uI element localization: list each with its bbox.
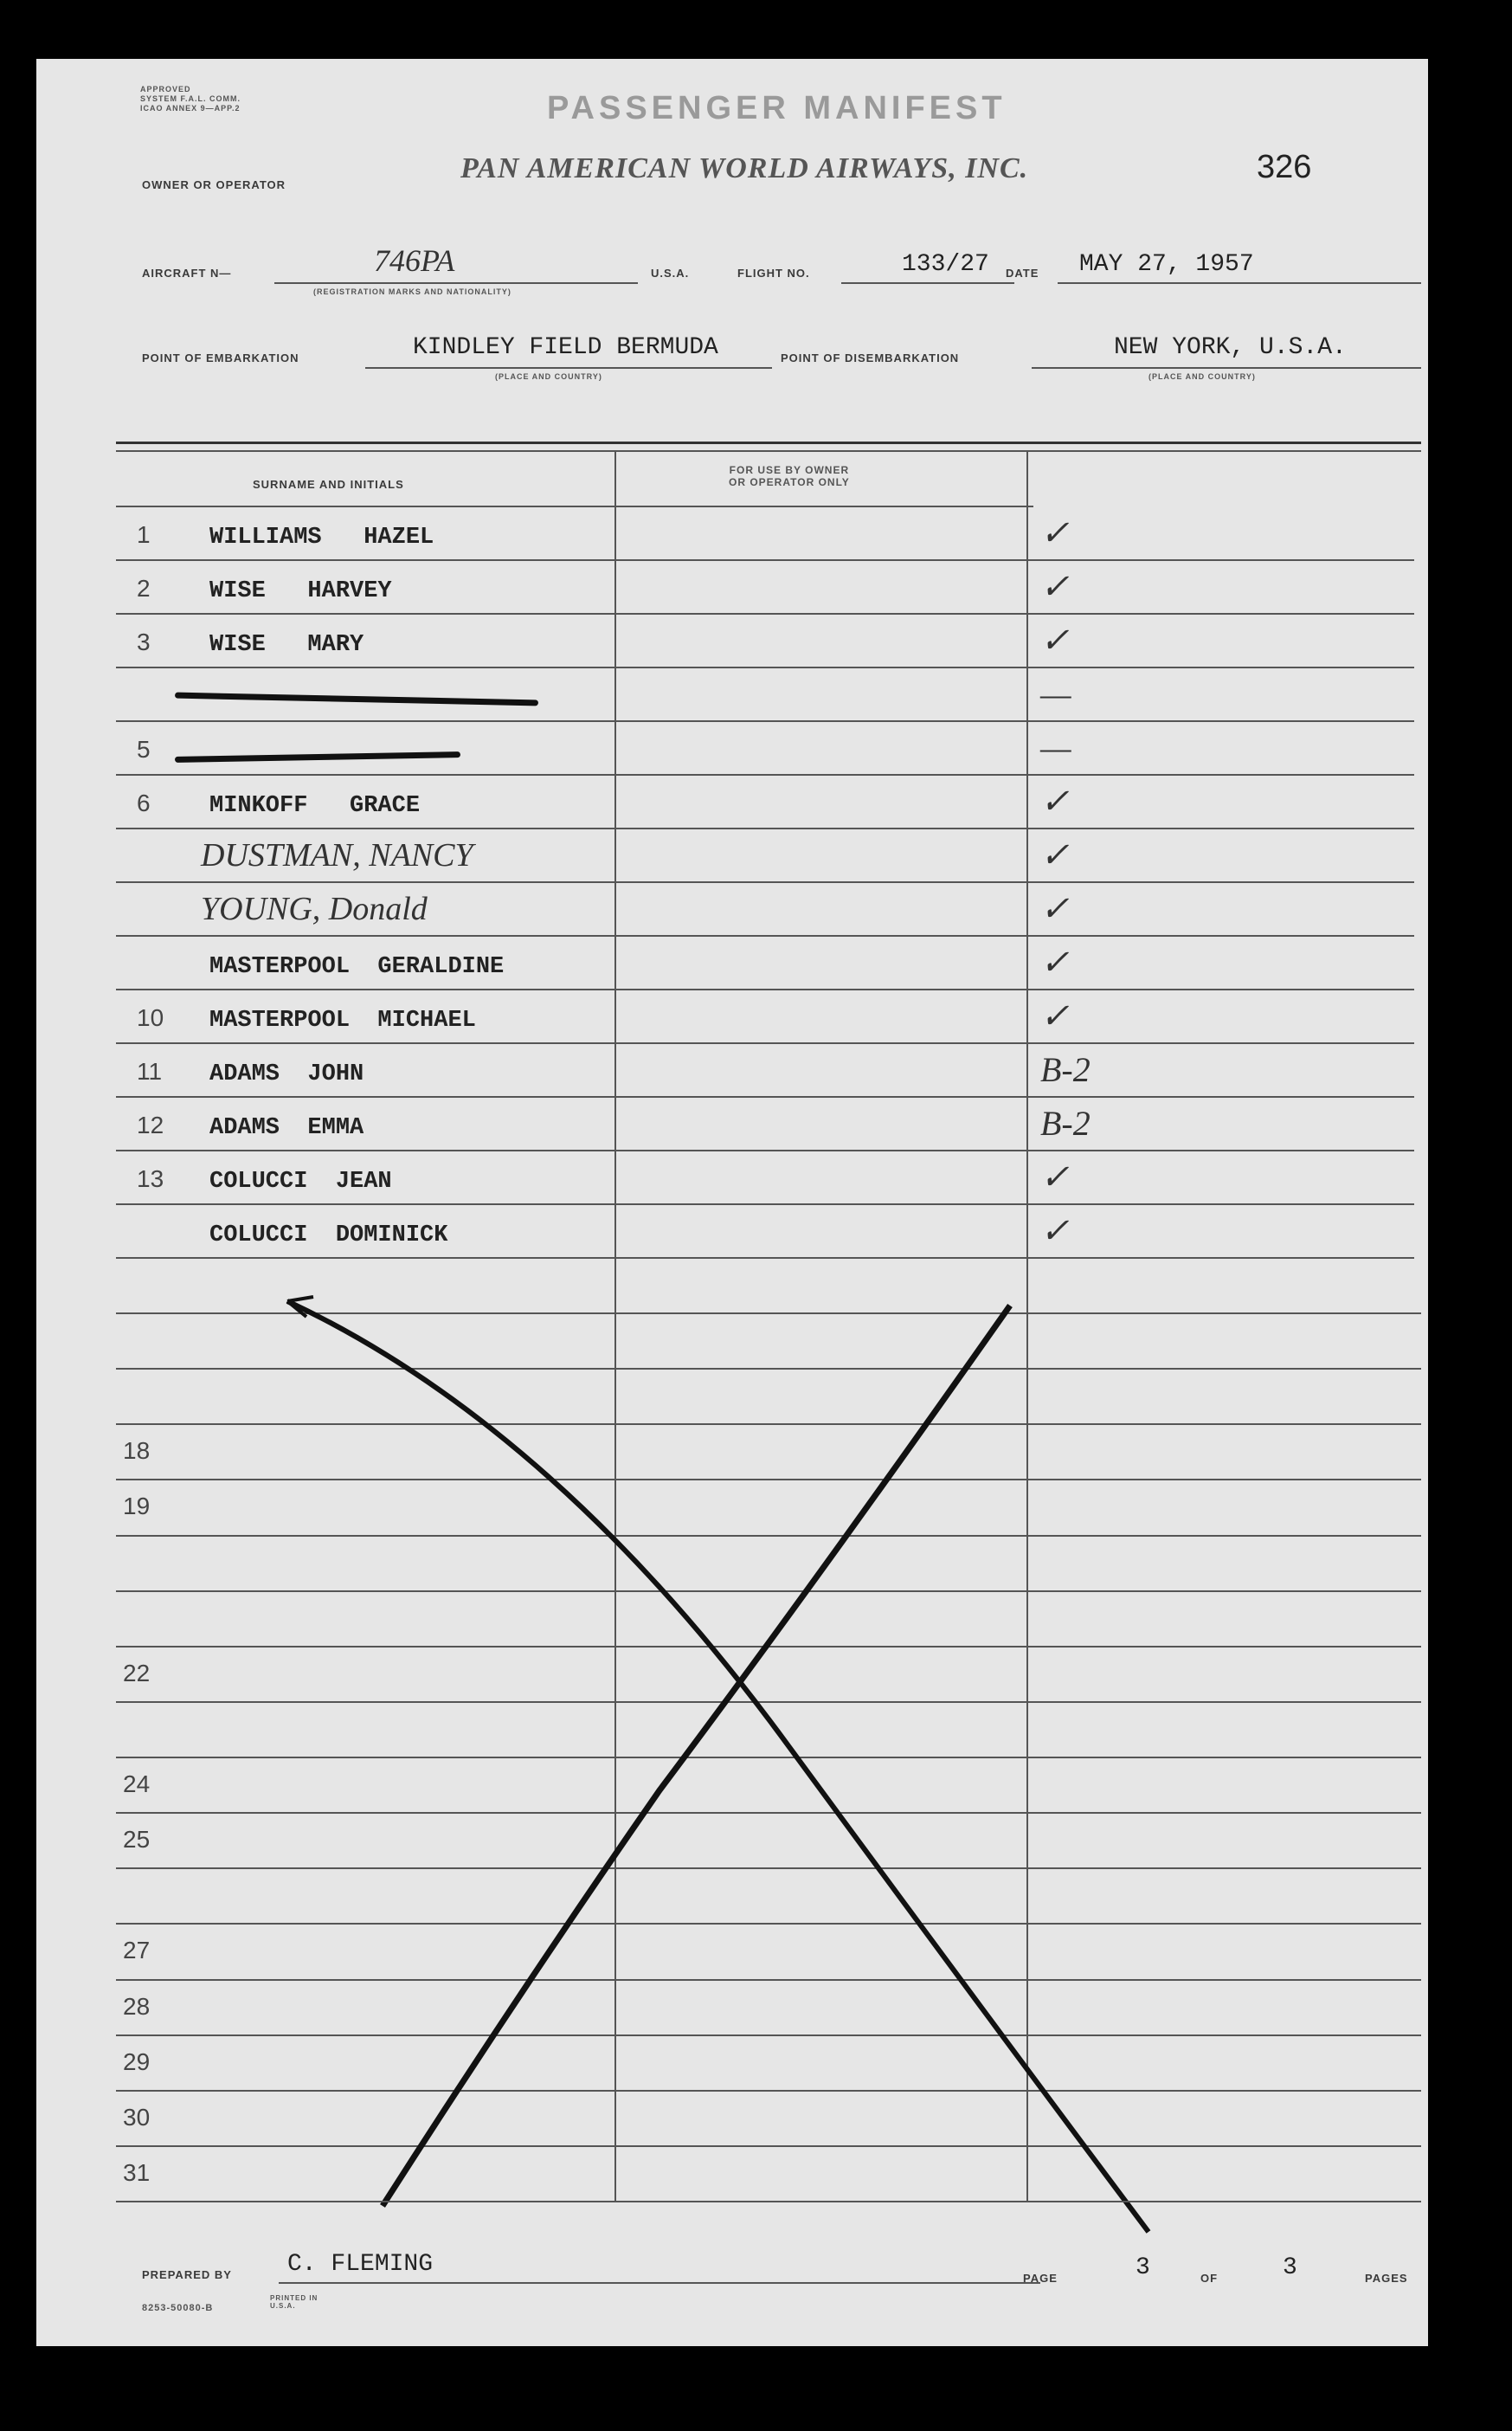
registration-label: (REGISTRATION MARKS AND NATIONALITY) (313, 287, 512, 296)
passenger-name: MASTERPOOL MICHAEL (209, 1008, 476, 1034)
check-mark: ✓ (1040, 889, 1070, 928)
check-mark: — (1040, 728, 1071, 767)
row-number: 19 (123, 1493, 151, 1520)
row-number: 25 (123, 1826, 151, 1854)
pages-label: PAGES (1365, 2272, 1408, 2285)
row-number: 12 (137, 1112, 164, 1138)
row-number: 30 (123, 2103, 151, 2131)
row-number: 10 (137, 1004, 164, 1031)
row-number: 24 (123, 1770, 151, 1798)
gpo-mark: PRINTED IN U.S.A. (270, 2294, 318, 2310)
table-bottom-rule (116, 2201, 1421, 2202)
check-mark: B-2 (1040, 1050, 1091, 1089)
passenger-name: MINKOFF GRACE (209, 793, 421, 819)
passenger-name: ADAMS JOHN (209, 1061, 364, 1087)
row-number: 29 (123, 2047, 151, 2075)
passenger-name: WISE HARVEY (209, 578, 392, 604)
usa-label: U.S.A. (651, 267, 690, 280)
row-number: 18 (123, 1437, 151, 1465)
prepared-value: C. FLEMING (287, 2251, 434, 2278)
row-number: 31 (123, 2158, 151, 2186)
check-mark: ✓ (1040, 621, 1070, 660)
row-number: 2 (137, 575, 151, 602)
row-number: 5 (137, 736, 151, 763)
manifest-paper (36, 59, 1428, 2346)
approval-line: APPROVED (140, 85, 191, 94)
passenger-name: MASTERPOOL GERALDINE (209, 954, 505, 980)
passenger-name: COLUCCI DOMINICK (209, 1222, 448, 1248)
row-number: 28 (123, 1992, 151, 2020)
check-mark: B-2 (1040, 1104, 1091, 1143)
check-mark: ✓ (1040, 1157, 1070, 1196)
page-value: 3 (1136, 2254, 1150, 2281)
row-number: 6 (137, 790, 151, 816)
form-code: 8253-50080-B (142, 2303, 214, 2313)
row-number: 11 (137, 1058, 163, 1085)
check-mark: ✓ (1040, 1211, 1070, 1250)
embarkation-value: KINDLEY FIELD BERMUDA (413, 334, 718, 361)
of-value: 3 (1283, 2254, 1297, 2281)
place-label: (PLACE AND COUNTRY) (1148, 372, 1256, 381)
cancel-x-mark (36, 59, 1428, 2346)
owner-label: OWNER OR OPERATOR (142, 178, 286, 191)
row-number: 3 (137, 629, 151, 655)
airline-name: PAN AMERICAN WORLD AIRWAYS, INC. (460, 152, 1029, 184)
passenger-name: WISE MARY (209, 632, 364, 658)
of-label: OF (1200, 2272, 1219, 2285)
check-mark: ✓ (1040, 782, 1070, 821)
page-number: 326 (1257, 149, 1312, 185)
owner-use-line: FOR USE BY OWNER (729, 464, 850, 476)
passenger-name: COLUCCI JEAN (209, 1169, 392, 1195)
check-mark: ✓ (1040, 943, 1070, 982)
passenger-name: YOUNG, Donald (201, 891, 428, 927)
owner-use-line: OR OPERATOR ONLY (729, 476, 850, 488)
approval-line: ICAO ANNEX 9—APP.2 (140, 104, 241, 113)
disembarkation-value: NEW YORK, U.S.A. (1114, 334, 1347, 361)
flight-label: FLIGHT NO. (737, 267, 810, 280)
check-mark: ✓ (1040, 835, 1070, 874)
approval-line: SYSTEM F.A.L. COMM. (140, 94, 241, 103)
flight-value: 133/27 (902, 251, 989, 278)
surname-header: SURNAME AND INITIALS (253, 478, 404, 491)
check-mark: — (1040, 674, 1071, 713)
row-number: 13 (137, 1165, 164, 1192)
prepared-label: PREPARED BY (142, 2268, 232, 2281)
aircraft-label: AIRCRAFT N— (142, 267, 232, 280)
row-number: 27 (123, 1937, 151, 1964)
cross-stroke (287, 1301, 1148, 2232)
check-mark: ✓ (1040, 567, 1070, 606)
aircraft-value: 746PA (374, 243, 455, 278)
underline (279, 2282, 1040, 2284)
embarkation-label: POINT OF EMBARKATION (142, 351, 299, 364)
page-label: PAGE (1023, 2272, 1058, 2285)
row-number: 22 (123, 1659, 151, 1686)
form-title: PASSENGER MANIFEST (547, 90, 1007, 126)
passenger-name: DUSTMAN, NANCY (201, 837, 473, 874)
place-label: (PLACE AND COUNTRY) (495, 372, 602, 381)
passenger-name: WILLIAMS HAZEL (209, 525, 434, 551)
date-label: DATE (1006, 267, 1039, 280)
cross-stroke (383, 1306, 1010, 2206)
check-mark: ✓ (1040, 996, 1070, 1035)
disembarkation-label: POINT OF DISEMBARKATION (781, 351, 960, 364)
date-value: MAY 27, 1957 (1079, 251, 1254, 278)
check-mark: ✓ (1040, 513, 1070, 552)
row-number: 1 (137, 521, 151, 548)
passenger-name: ADAMS EMMA (209, 1115, 364, 1141)
